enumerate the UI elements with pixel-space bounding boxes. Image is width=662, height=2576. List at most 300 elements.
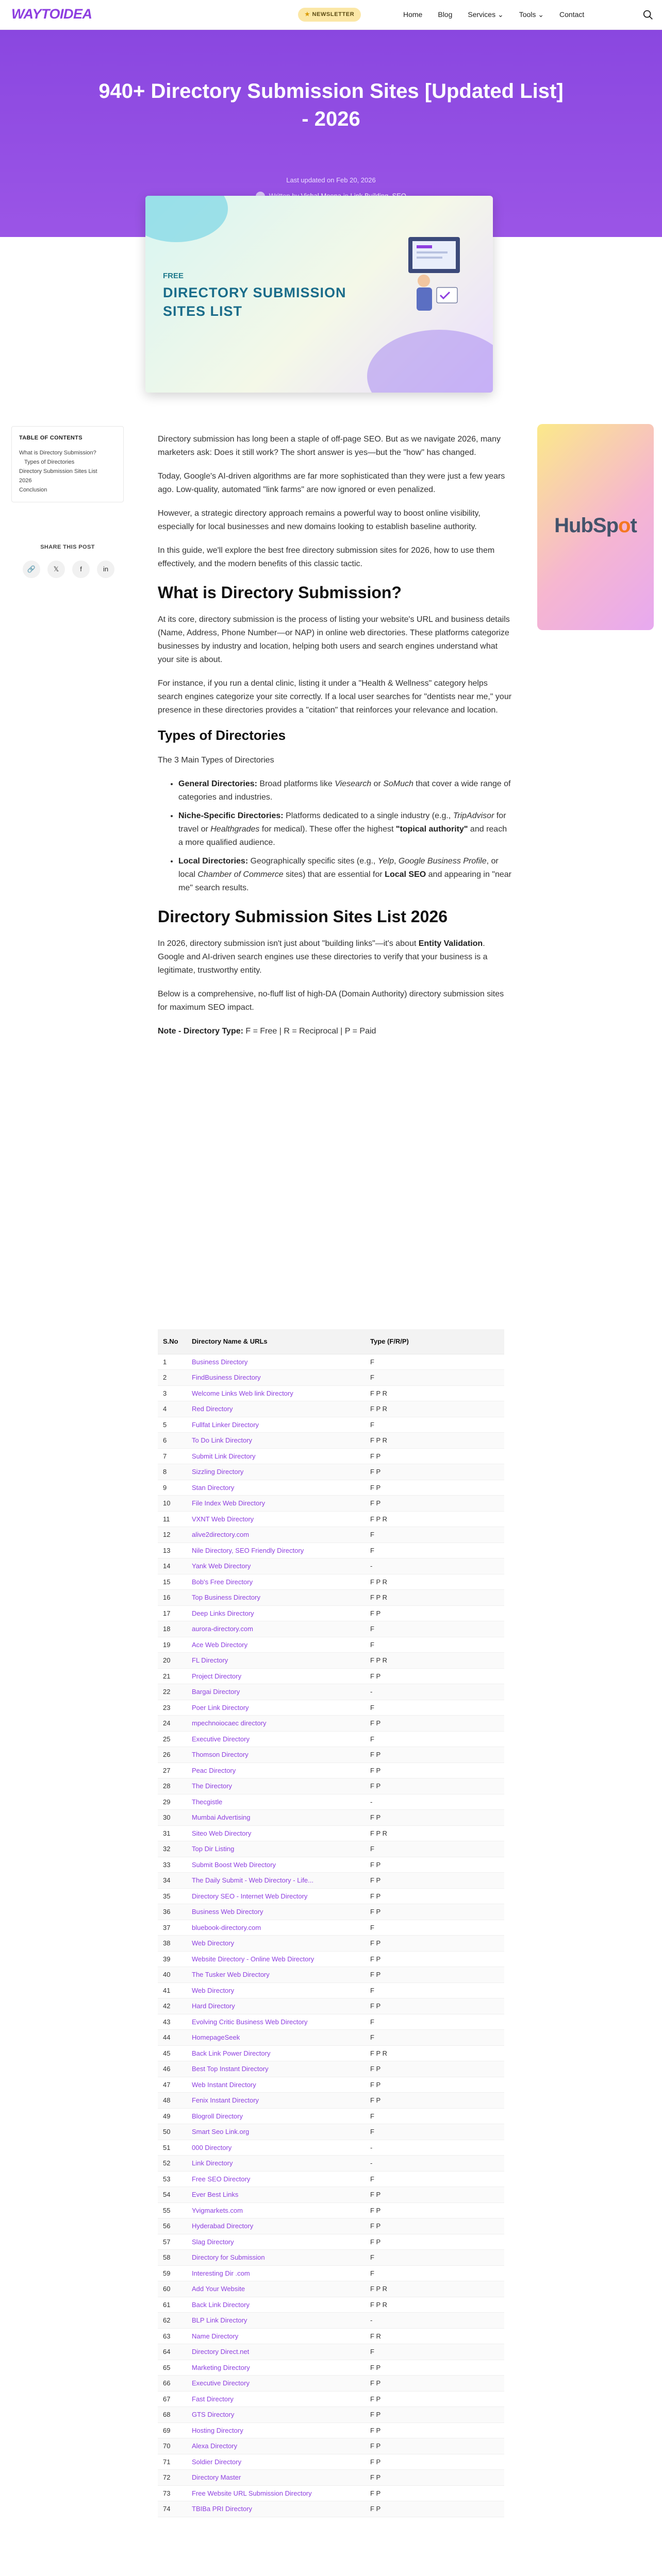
toc-item[interactable]: Conclusion — [19, 487, 47, 493]
paragraph: Today, Google's AI-driven algorithms are far more sophisticated than they were just a few years ago. Low-quality, automated "link farms" are now ignored or even penalized. — [158, 472, 505, 494]
table-cell-type: F — [365, 1700, 504, 1716]
table-cell-sno: 48 — [158, 2093, 187, 2109]
directory-link[interactable]: The Daily Submit - Web Directory - Life... — [187, 1873, 365, 1889]
table-cell-sno: 1 — [158, 1354, 187, 1370]
table-cell-type: F P — [365, 1810, 504, 1826]
table-cell-sno: 11 — [158, 1511, 187, 1527]
table-row — [158, 2454, 504, 2470]
directory-link[interactable]: Executive Directory — [187, 2376, 365, 2392]
table-row — [158, 1936, 504, 1952]
featured-image — [145, 196, 493, 393]
page-title: 940+ Directory Submission Sites [Updated List] - 2026 — [98, 80, 564, 130]
table-row — [158, 2202, 504, 2218]
table-cell-type: F P — [365, 2470, 504, 2486]
share-title: SHARE THIS POST — [40, 544, 95, 550]
paragraph: In 2026, directory submission isn't just about "building links"—it's about Entity Validation. Google and AI-driven search engines use these directories to verify that your business is a legitimate, trustworthy entity. — [158, 939, 488, 975]
directory-link[interactable]: Ace Web Directory — [187, 1637, 365, 1653]
table-cell-sno: 22 — [158, 1684, 187, 1700]
directory-link[interactable]: Name Directory — [187, 2328, 365, 2344]
directory-link[interactable]: Fullfat Linker Directory — [187, 1417, 365, 1433]
table-cell-sno: 30 — [158, 1810, 187, 1826]
table-cell-sno: 8 — [158, 1464, 187, 1480]
table-cell-type: F P — [365, 2202, 504, 2218]
directory-link[interactable]: Nile Directory, SEO Friendly Directory — [187, 1543, 365, 1558]
table-cell-sno: 46 — [158, 2061, 187, 2077]
table-cell-sno: 24 — [158, 1716, 187, 1732]
table-cell-type: F P — [365, 1668, 504, 1684]
table-row — [158, 2171, 504, 2187]
directory-link[interactable]: Yank Web Directory — [187, 1558, 365, 1574]
table-cell-type: F P — [365, 2376, 504, 2392]
directory-link[interactable]: Web Directory — [187, 1982, 365, 1998]
table-cell-sno: 59 — [158, 2265, 187, 2281]
table-cell-type: F — [365, 1731, 504, 1747]
table-cell-type: F — [365, 1637, 504, 1653]
table-cell-type: F P — [365, 2061, 504, 2077]
paragraph: However, a strategic directory approach remains a powerful way to boost online visibility, especially for local businesses and new domains looking to establish baseline authority. — [158, 509, 481, 531]
table-cell-sno: 52 — [158, 2156, 187, 2172]
table-row — [158, 1668, 504, 1684]
table-row — [158, 1527, 504, 1543]
table-cell-type: F P — [365, 1888, 504, 1904]
table-cell-sno: 49 — [158, 2108, 187, 2124]
copy-link-icon[interactable]: 🔗 — [23, 561, 40, 578]
table-cell-sno: 5 — [158, 1417, 187, 1433]
table-row — [158, 1810, 504, 1826]
table-cell-sno: 23 — [158, 1700, 187, 1716]
table-cell-sno: 60 — [158, 2281, 187, 2297]
directory-link[interactable]: Add Your Website — [187, 2281, 365, 2297]
table-cell-sno: 4 — [158, 1401, 187, 1417]
table-cell-sno: 43 — [158, 2014, 187, 2030]
table-row — [158, 2281, 504, 2297]
table-cell-type: F P — [365, 2438, 504, 2454]
directory-link[interactable]: Bargai Directory — [187, 1684, 365, 1700]
table-row — [158, 1574, 504, 1590]
table-row — [158, 2501, 504, 2517]
directory-link[interactable]: Ever Best Links — [187, 2187, 365, 2203]
directory-link[interactable]: Executive Directory — [187, 1731, 365, 1747]
table-cell-type: F P — [365, 1904, 504, 1920]
table-row — [158, 2485, 504, 2501]
hubspot-logo: HubSpot — [554, 514, 637, 537]
paragraph: In this guide, we'll explore the best free directory submission sites for 2026, how to use them effectively, and the modern benefits of this classic tactic. — [158, 546, 495, 568]
nav-home[interactable]: Home — [403, 10, 423, 19]
table-cell-sno: 27 — [158, 1762, 187, 1778]
table-cell-sno: 54 — [158, 2187, 187, 2203]
table-cell-sno: 47 — [158, 2077, 187, 2093]
table-cell-type: F P — [365, 2422, 504, 2438]
table-cell-sno: 19 — [158, 1637, 187, 1653]
directory-link[interactable]: Slag Directory — [187, 2234, 365, 2250]
directory-link[interactable]: HomepageSeek — [187, 2030, 365, 2046]
table-cell-type: F P — [365, 2391, 504, 2407]
nav-tools[interactable]: Tools ⌄ — [519, 10, 544, 19]
table-cell-type: F — [365, 2030, 504, 2046]
table-row — [158, 1951, 504, 1967]
site-header — [0, 0, 662, 30]
directory-link[interactable]: Siteo Web Directory — [187, 1825, 365, 1841]
article-body — [158, 433, 512, 1048]
directory-link[interactable]: FindBusiness Directory — [187, 1370, 365, 1386]
directory-link[interactable]: Hard Directory — [187, 1998, 365, 2014]
table-cell-type: - — [365, 1684, 504, 1700]
directory-link[interactable]: Red Directory — [187, 1401, 365, 1417]
table-cell-sno: 12 — [158, 1527, 187, 1543]
table-row — [158, 1448, 504, 1464]
directory-link[interactable]: Web Instant Directory — [187, 2077, 365, 2093]
table-cell-sno: 70 — [158, 2438, 187, 2454]
table-cell-sno: 53 — [158, 2171, 187, 2187]
facebook-icon[interactable]: f — [72, 561, 90, 578]
table-row — [158, 2328, 504, 2344]
table-cell-type: F P — [365, 2218, 504, 2234]
table-row — [158, 2077, 504, 2093]
table-row — [158, 1605, 504, 1621]
directory-link[interactable]: Welcome Links Web link Directory — [187, 1385, 365, 1401]
table-row — [158, 2250, 504, 2266]
table-row — [158, 2108, 504, 2124]
table-cell-type: F — [365, 2124, 504, 2140]
table-cell-sno: 15 — [158, 1574, 187, 1590]
table-cell-type: F — [365, 2265, 504, 2281]
nav-contact[interactable]: Contact — [559, 10, 585, 19]
directory-link[interactable]: Directory Master — [187, 2470, 365, 2486]
table-cell-type: F — [365, 1621, 504, 1637]
table-row — [158, 1401, 504, 1417]
directory-link[interactable]: Link Directory — [187, 2156, 365, 2172]
directory-link[interactable]: Blogroll Directory — [187, 2108, 365, 2124]
table-cell-type: F P — [365, 1747, 504, 1763]
directory-link[interactable]: TBIBa PRI Directory — [187, 2501, 365, 2517]
table-cell-sno: 29 — [158, 1794, 187, 1810]
table-cell-sno: 33 — [158, 1857, 187, 1873]
table-cell-sno: 28 — [158, 1778, 187, 1794]
table-row — [158, 1762, 504, 1778]
table-cell-sno: 63 — [158, 2328, 187, 2344]
table-cell-type: - — [365, 2313, 504, 2329]
table-row — [158, 2014, 504, 2030]
table-cell-type: F P — [365, 1936, 504, 1952]
directory-type-note: Note - Directory Type: F = Free | R = Reciprocal | P = Paid — [158, 1027, 376, 1036]
nav-blog[interactable]: Blog — [438, 10, 453, 19]
paragraph: The 3 Main Types of Directories — [158, 756, 274, 765]
list-item: • General Directories: Broad platforms like Viesearch or SoMuch that cover a wide range of categories and industries. — [178, 777, 512, 804]
site-logo[interactable]: WAYTOIDEA — [11, 6, 92, 22]
table-cell-type: F — [365, 1543, 504, 1558]
star-icon: ★ — [305, 11, 310, 18]
featured-image-free-label: FREE — [163, 272, 184, 280]
table-cell-type: F P — [365, 1762, 504, 1778]
table-cell-type: F P R — [365, 2281, 504, 2297]
directory-link[interactable]: Deep Links Directory — [187, 1605, 365, 1621]
table-row — [158, 2061, 504, 2077]
table-cell-sno: 13 — [158, 1543, 187, 1558]
table-cell-sno: 10 — [158, 1496, 187, 1512]
directory-link[interactable]: The Tusker Web Directory — [187, 1967, 365, 1983]
table-row — [158, 1778, 504, 1794]
table-cell-type: F — [365, 2344, 504, 2360]
table-row — [158, 1480, 504, 1496]
table-row — [158, 2045, 504, 2061]
table-row — [158, 1496, 504, 1512]
table-cell-sno: 58 — [158, 2250, 187, 2266]
table-row — [158, 2344, 504, 2360]
table-cell-sno: 25 — [158, 1731, 187, 1747]
directory-link[interactable]: The Directory — [187, 1778, 365, 1794]
table-cell-sno: 56 — [158, 2218, 187, 2234]
table-cell-sno: 41 — [158, 1982, 187, 1998]
table-cell-sno: 38 — [158, 1936, 187, 1952]
table-row — [158, 1543, 504, 1558]
toc-item[interactable]: What is Directory Submission? — [19, 450, 96, 456]
table-cell-type: F P — [365, 1998, 504, 2014]
directory-link[interactable]: Poer Link Directory — [187, 1700, 365, 1716]
nav-services[interactable]: Services ⌄ — [468, 10, 504, 19]
table-cell-sno: 66 — [158, 2376, 187, 2392]
table-cell-type: - — [365, 1794, 504, 1810]
directory-link[interactable]: Back Link Power Directory — [187, 2045, 365, 2061]
hubspot-ad[interactable] — [537, 424, 654, 630]
paragraph: Below is a comprehensive, no-fluff list of high-DA (Domain Authority) directory submission sites for maximum SEO impact. — [158, 990, 504, 1012]
directory-link[interactable]: Submit Boost Web Directory — [187, 1857, 365, 1873]
table-row — [158, 1841, 504, 1857]
table-cell-sno: 9 — [158, 1480, 187, 1496]
table-row — [158, 2124, 504, 2140]
directory-link[interactable]: Peac Directory — [187, 1762, 365, 1778]
table-row — [158, 2313, 504, 2329]
directory-link[interactable]: Top Business Directory — [187, 1590, 365, 1606]
table-row — [158, 2391, 504, 2407]
table-cell-sno: 44 — [158, 2030, 187, 2046]
table-cell-type: F P R — [365, 2297, 504, 2313]
table-cell-type: F P — [365, 1464, 504, 1480]
table-cell-type: F P R — [365, 1385, 504, 1401]
directory-link[interactable]: Sizzling Directory — [187, 1464, 365, 1480]
x-twitter-icon[interactable]: 𝕏 — [47, 561, 65, 578]
table-cell-sno: 67 — [158, 2391, 187, 2407]
table-cell-type: F P — [365, 1951, 504, 1967]
table-cell-sno: 37 — [158, 1920, 187, 1936]
table-cell-sno: 26 — [158, 1747, 187, 1763]
table-row — [158, 2297, 504, 2313]
table-row — [158, 1920, 504, 1936]
table-row — [158, 2407, 504, 2423]
column-header-name: Directory Name & URLs — [187, 1329, 365, 1354]
table-cell-sno: 36 — [158, 1904, 187, 1920]
table-cell-type: F P — [365, 2187, 504, 2203]
newsletter-label: NEWSLETTER — [312, 11, 355, 18]
table-cell-type: - — [365, 1558, 504, 1574]
directory-link[interactable]: Smart Seo Link.org — [187, 2124, 365, 2140]
table-cell-type: - — [365, 2140, 504, 2156]
directory-link[interactable]: Website Directory - Online Web Directory — [187, 1951, 365, 1967]
section-heading: Directory Submission Sites List 2026 — [158, 907, 448, 926]
directory-link[interactable]: Hyderabad Directory — [187, 2218, 365, 2234]
table-row — [158, 2218, 504, 2234]
linkedin-icon[interactable]: in — [97, 561, 114, 578]
table-cell-type: F P — [365, 1857, 504, 1873]
table-row — [158, 1433, 504, 1449]
table-cell-sno: 64 — [158, 2344, 187, 2360]
table-row — [158, 1857, 504, 1873]
directory-link[interactable]: Web Directory — [187, 1936, 365, 1952]
directory-link[interactable]: Fast Directory — [187, 2391, 365, 2407]
table-row — [158, 2140, 504, 2156]
directory-link[interactable]: mpechnoiocaec directory — [187, 1716, 365, 1732]
directory-link[interactable]: Thomson Directory — [187, 1747, 365, 1763]
table-row — [158, 1354, 504, 1370]
main-nav — [403, 10, 600, 19]
table-row — [158, 1684, 504, 1700]
table-cell-type: F P — [365, 1873, 504, 1889]
directory-link[interactable]: Mumbai Advertising — [187, 1810, 365, 1826]
directory-link[interactable]: Submit Link Directory — [187, 1448, 365, 1464]
directory-link[interactable]: Fenix Instant Directory — [187, 2093, 365, 2109]
directory-link[interactable]: Soldier Directory — [187, 2454, 365, 2470]
table-cell-type: F P R — [365, 1401, 504, 1417]
table-row — [158, 1637, 504, 1653]
toc-item[interactable]: Types of Directories — [24, 459, 75, 465]
directory-link[interactable]: Top Dir Listing — [187, 1841, 365, 1857]
table-row — [158, 1417, 504, 1433]
table-row — [158, 2438, 504, 2454]
directory-link[interactable]: Directory SEO - Internet Web Directory — [187, 1888, 365, 1904]
table-cell-sno: 21 — [158, 1668, 187, 1684]
table-body — [158, 1354, 504, 2517]
directory-link[interactable]: Stan Directory — [187, 1480, 365, 1496]
directory-link[interactable]: aurora-directory.com — [187, 1621, 365, 1637]
directory-link[interactable]: BLP Link Directory — [187, 2313, 365, 2329]
table-row — [158, 1904, 504, 1920]
table-cell-type: F — [365, 1370, 504, 1386]
directory-link[interactable]: Marketing Directory — [187, 2360, 365, 2376]
table-cell-sno: 45 — [158, 2045, 187, 2061]
directory-link[interactable]: Free Website URL Submission Directory — [187, 2485, 365, 2501]
table-row — [158, 1621, 504, 1637]
directory-link[interactable]: Yvigmarkets.com — [187, 2202, 365, 2218]
table-row — [158, 1385, 504, 1401]
table-row — [158, 2187, 504, 2203]
table-cell-sno: 62 — [158, 2313, 187, 2329]
table-row — [158, 2093, 504, 2109]
table-cell-type: F P — [365, 2234, 504, 2250]
table-cell-sno: 7 — [158, 1448, 187, 1464]
directory-link[interactable]: bluebook-directory.com — [187, 1920, 365, 1936]
table-cell-type: F — [365, 2250, 504, 2266]
table-cell-type: F — [365, 2014, 504, 2030]
person-illustration-icon — [388, 227, 465, 319]
search-icon[interactable] — [642, 9, 654, 21]
directory-link[interactable]: FL Directory — [187, 1653, 365, 1669]
table-cell-type: F — [365, 1527, 504, 1543]
last-updated: Last updated on Feb 20, 2026 — [286, 176, 376, 184]
directory-link[interactable]: Bob's Free Directory — [187, 1574, 365, 1590]
table-cell-sno: 2 — [158, 1370, 187, 1386]
list-item: • Local Directories: Geographically specific sites (e.g., Yelp, Google Business Profile, or local Chamber of Commerce sites) that are essential for Local SEO and appearing in "near me" search results. — [178, 855, 512, 895]
paragraph: At its core, directory submission is the process of listing your website's URL and business details (Name, Address, Phone Number—or NAP) in online web directories. These platforms categorize businesses by industry and location, helping both users and search engines understand what your site is about. — [158, 615, 510, 664]
directory-link[interactable]: Thecgistle — [187, 1794, 365, 1810]
table-cell-type: - — [365, 2156, 504, 2172]
directory-link[interactable]: 000 Directory — [187, 2140, 365, 2156]
section-heading: What is Directory Submission? — [158, 583, 402, 602]
share-buttons — [23, 561, 114, 578]
table-row — [158, 1794, 504, 1810]
decorative-blob — [367, 330, 493, 393]
column-header-sno: S.No — [158, 1329, 187, 1354]
directory-link[interactable]: Alexa Directory — [187, 2438, 365, 2454]
table-row — [158, 1825, 504, 1841]
table-row — [158, 1731, 504, 1747]
directory-link[interactable]: Business Directory — [187, 1354, 365, 1370]
table-row — [158, 2470, 504, 2486]
table-row — [158, 1747, 504, 1763]
table-cell-type: F P — [365, 2454, 504, 2470]
table-cell-type: F P — [365, 1496, 504, 1512]
table-cell-sno: 18 — [158, 1621, 187, 1637]
table-row — [158, 1558, 504, 1574]
table-cell-sno: 32 — [158, 1841, 187, 1857]
table-cell-type: F P R — [365, 1574, 504, 1590]
table-cell-type: F P — [365, 1967, 504, 1983]
directory-link[interactable]: Business Web Directory — [187, 1904, 365, 1920]
directory-link[interactable]: Project Directory — [187, 1668, 365, 1684]
table-cell-sno: 35 — [158, 1888, 187, 1904]
table-cell-sno: 42 — [158, 1998, 187, 2014]
toc-item[interactable]: 2026 — [19, 478, 32, 484]
directory-link[interactable]: File Index Web Directory — [187, 1496, 365, 1512]
table-row — [158, 1590, 504, 1606]
toc-title: TABLE OF CONTENTS — [19, 435, 82, 441]
table-row — [158, 1511, 504, 1527]
table-cell-sno: 68 — [158, 2407, 187, 2423]
directory-link[interactable]: GTS Directory — [187, 2407, 365, 2423]
directory-link[interactable]: VXNT Web Directory — [187, 1511, 365, 1527]
table-header-row — [158, 1329, 504, 1354]
table-cell-type: F P — [365, 2360, 504, 2376]
table-row — [158, 2422, 504, 2438]
directory-link[interactable]: alive2directory.com — [187, 1527, 365, 1543]
table-cell-sno: 57 — [158, 2234, 187, 2250]
table-cell-type: F — [365, 1841, 504, 1857]
directory-link[interactable]: Hosting Directory — [187, 2422, 365, 2438]
table-row — [158, 2360, 504, 2376]
table-row — [158, 1982, 504, 1998]
table-cell-sno: 50 — [158, 2124, 187, 2140]
newsletter-button[interactable] — [298, 8, 361, 22]
table-cell-sno: 61 — [158, 2297, 187, 2313]
directory-link[interactable]: Directory for Submission — [187, 2250, 365, 2266]
table-cell-type: F P — [365, 1778, 504, 1794]
directory-types-list — [178, 777, 512, 895]
directory-link[interactable]: Free SEO Directory — [187, 2171, 365, 2187]
table-row — [158, 1700, 504, 1716]
list-item: • Niche-Specific Directories: Platforms dedicated to a single industry (e.g., TripAdvisor for travel or Healthgrades for medical). These offer the highest "topical authority" and reach a more qualified audience. — [178, 809, 512, 850]
table-cell-type: F — [365, 1354, 504, 1370]
table-cell-sno: 51 — [158, 2140, 187, 2156]
table-cell-type: F P — [365, 2501, 504, 2517]
directory-link[interactable]: Best Top Instant Directory — [187, 2061, 365, 2077]
directory-link[interactable]: Back Link Directory — [187, 2297, 365, 2313]
subsection-heading: Types of Directories — [158, 727, 286, 743]
directory-link[interactable]: Interesting Dir .com — [187, 2265, 365, 2281]
directory-link[interactable]: Evolving Critic Business Web Directory — [187, 2014, 365, 2030]
table-cell-sno: 31 — [158, 1825, 187, 1841]
toc-item[interactable]: Directory Submission Sites List — [19, 468, 97, 474]
directory-link[interactable]: To Do Link Directory — [187, 1433, 365, 1449]
directory-link[interactable]: Directory Direct.net — [187, 2344, 365, 2360]
table-cell-type: F P R — [365, 2045, 504, 2061]
